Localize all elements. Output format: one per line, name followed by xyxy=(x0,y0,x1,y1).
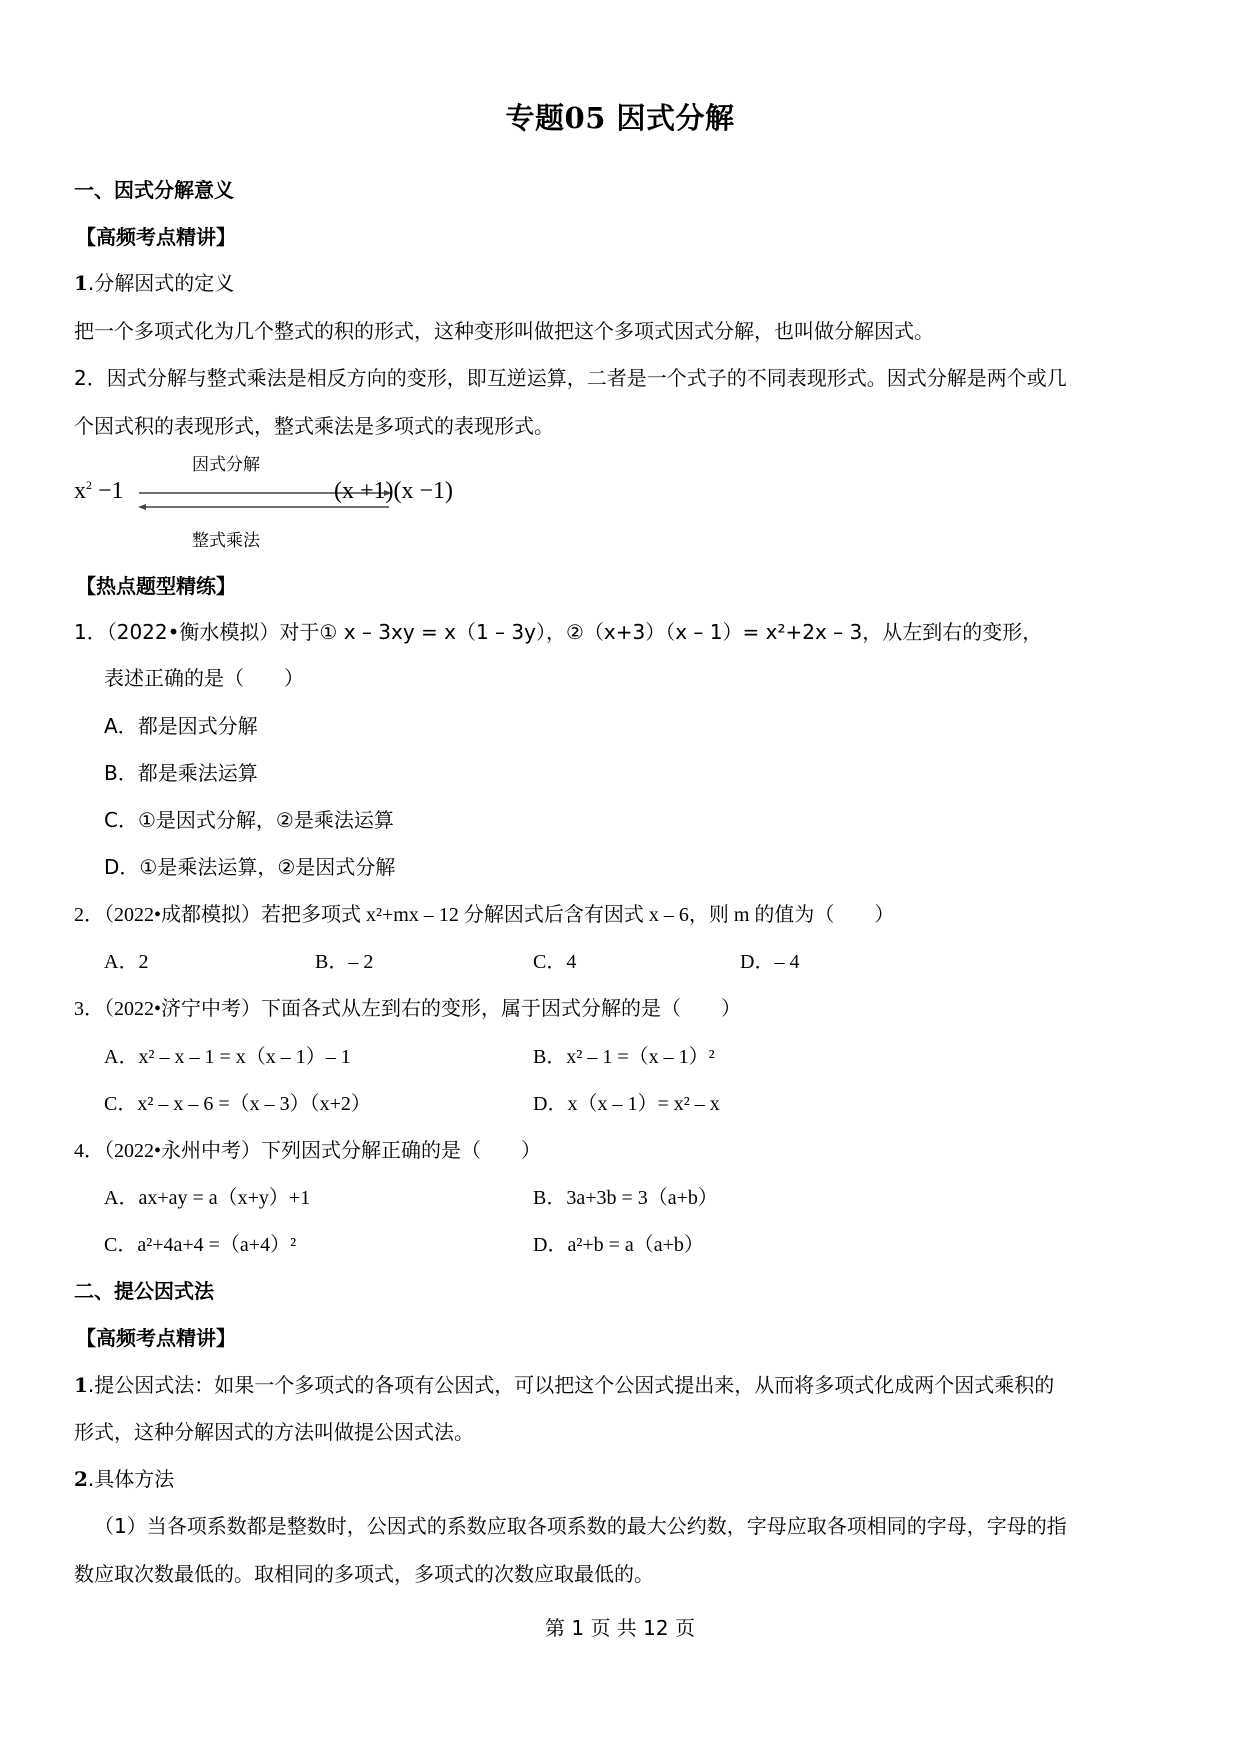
s2-point2: 2.具体方法 xyxy=(74,1467,175,1491)
q3-option-c[interactable]: C．x² – x – 6 =（x – 3）（x+2） xyxy=(104,1093,371,1115)
section-heading-1: 一、因式分解意义 xyxy=(74,178,234,202)
subheading-practice: 【热点题型精练】 xyxy=(76,574,236,598)
factorization-diagram xyxy=(74,450,494,560)
question-source: （2022•永州中考） xyxy=(104,1140,262,1162)
q4-option-c[interactable]: C．a²+4a+4 =（a+4）² xyxy=(104,1234,297,1256)
point-title: .分解因式的定义 xyxy=(87,271,235,295)
document-title: 专题05 因式分解 xyxy=(505,101,735,135)
q1-option-b[interactable]: B．都是乘法运算 xyxy=(104,761,258,785)
subheading-key-points-2: 【高频考点精讲】 xyxy=(76,1326,236,1350)
diagram-bottom-label: 整式乘法 xyxy=(192,531,260,551)
s2-point1-line1: 1.提公因式法：如果一个多项式的各项有公因式，可以把这个公因式提出来，从而将多项式化成两个因式乘积的 xyxy=(74,1373,1055,1397)
question-2: 2．（2022•成都模拟）若把多项式 x²+mx – 12 分解因式后含有因式 x – 6，则 m 的值为（ ） xyxy=(74,904,895,926)
q4-option-b[interactable]: B．3a+3b = 3（a+b） xyxy=(533,1187,718,1209)
diagram-right-expr: (x +1)(x −1) xyxy=(334,478,454,504)
q3-option-d[interactable]: D．x（x – 1）= x² – x xyxy=(533,1093,720,1115)
q1-option-d[interactable]: D．①是乘法运算，②是因式分解 xyxy=(104,855,396,879)
subheading-key-points: 【高频考点精讲】 xyxy=(76,225,236,249)
point-definition xyxy=(74,267,234,296)
diagram-left-expr: $x^2 -1$ xyxy=(74,478,124,504)
question-1 xyxy=(74,616,1042,645)
question-stem: 下面各式从左到右的变形，属于因式分解的是（ ） xyxy=(261,998,742,1020)
question-number: 1． xyxy=(74,620,107,644)
diagram-top-label: 因式分解 xyxy=(192,455,260,475)
question-4: 4．（2022•永州中考）下列因式分解正确的是（ ） xyxy=(74,1140,542,1162)
point2-line1: 2．因式分解与整式乘法是相反方向的变形，即互逆运算，二者是一个式子的不同表现形式。因式分解是两个或几 xyxy=(74,366,1067,390)
section-heading-2: 二、提公因式法 xyxy=(74,1279,214,1303)
s2-point1-line2: 形式，这种分解因式的方法叫做提公因式法。 xyxy=(74,1420,474,1444)
q4-option-d[interactable]: D．a²+b = a（a+b） xyxy=(533,1234,704,1256)
q2-option-d[interactable]: D．– 4 xyxy=(740,951,800,973)
point-number: 1 xyxy=(74,271,88,295)
question-stem: 若把多项式 x²+mx – 12 分解因式后含有因式 x – 6，则 m 的值为（ ） xyxy=(261,904,895,926)
q3-option-b[interactable]: B．x² – 1 =（x – 1）² xyxy=(533,1046,715,1068)
question-stem: 下列因式分解正确的是（ ） xyxy=(261,1140,542,1162)
q2-option-a[interactable]: A．2 xyxy=(104,951,149,973)
q1-option-c[interactable]: C．①是因式分解，②是乘法运算 xyxy=(104,808,394,832)
question-source: （2022•济宁中考） xyxy=(104,998,262,1020)
question-3: 3．（2022•济宁中考）下面各式从左到右的变形，属于因式分解的是（ ） xyxy=(74,998,742,1020)
q3-option-a[interactable]: A．x² – x – 1 = x（x – 1）– 1 xyxy=(104,1046,351,1068)
q2-option-b[interactable]: B．– 2 xyxy=(315,951,374,973)
page-footer: 第 1 页 共 12 页 xyxy=(545,1616,695,1640)
question-source: （2022•成都模拟） xyxy=(104,904,262,926)
q2-option-c[interactable]: C．4 xyxy=(533,951,577,973)
point2-line2: 个因式积的表现形式，整式乘法是多项式的表现形式。 xyxy=(74,414,554,438)
s2-method1-line2: 数应取次数最低的。取相同的多项式，多项式的次数应取最低的。 xyxy=(74,1562,654,1586)
q1-option-a[interactable]: A．都是因式分解 xyxy=(104,714,258,738)
question-stem: （2022•衡水模拟）对于① x – 3xy = x（1 – 3y），②（x+3）（x – 1）= x²+2x – 3，从左到右的变形， xyxy=(106,620,1043,644)
s2-method1-line1: （1）当各项系数都是整数时，公因式的系数应取各项系数的最大公约数，字母应取各项相同的字母，字母的指 xyxy=(94,1514,1067,1538)
definition-text: 把一个多项式化为几个整式的积的形式，这种变形叫做把这个多项式因式分解，也叫做分解因式。 xyxy=(74,319,934,343)
question-1-line2: 表述正确的是（ ） xyxy=(104,666,304,690)
q4-option-a[interactable]: A．ax+ay = a（x+y）+1 xyxy=(104,1187,311,1209)
